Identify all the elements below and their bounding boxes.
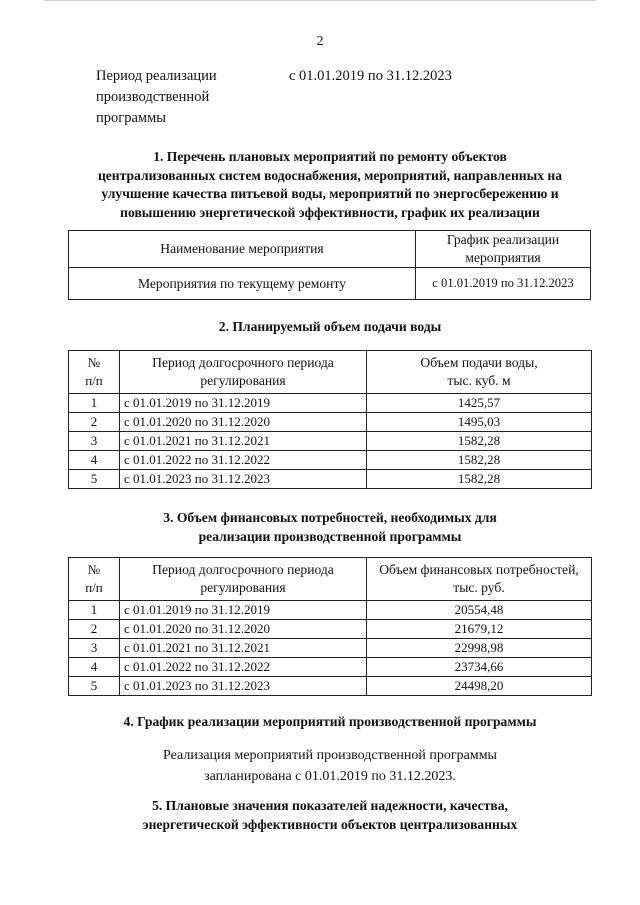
row-period: с 01.01.2022 по 31.12.2022 <box>120 658 367 677</box>
header-line: Объем финансовых потребностей, <box>379 562 579 577</box>
header-activity-schedule <box>416 231 591 268</box>
table-header-row <box>69 558 592 601</box>
section-1-title-line: 1. Перечень плановых мероприятий по ремонту объектов <box>153 149 507 164</box>
header-line: График реализации <box>446 232 560 247</box>
header-line: № <box>87 355 101 370</box>
row-value: 1582,28 <box>367 432 592 451</box>
row-period: с 01.01.2020 по 31.12.2020 <box>120 620 367 639</box>
program-period-label-line: производственной <box>96 89 210 105</box>
row-period: с 01.01.2021 по 31.12.2021 <box>120 432 367 451</box>
row-period: с 01.01.2019 по 31.12.2019 <box>120 394 367 413</box>
activities-table <box>68 230 591 300</box>
section-4-text <box>70 745 590 787</box>
row-period: с 01.01.2022 по 31.12.2022 <box>120 451 367 470</box>
header-volume <box>367 351 592 394</box>
header-financial-volume <box>367 558 592 601</box>
row-value: 22998,98 <box>367 639 592 658</box>
row-num: 4 <box>69 658 120 677</box>
header-line: регулирования <box>200 373 286 388</box>
header-line: Объем подачи воды, <box>420 355 538 370</box>
section-4-text-line: запланирована с 01.01.2019 по 31.12.2023. <box>204 769 456 784</box>
header-period <box>120 351 367 394</box>
header-line: тыс. руб. <box>453 580 505 595</box>
row-num: 5 <box>69 470 120 489</box>
water-supply-table <box>68 350 592 489</box>
program-period-label-line: программы <box>96 110 166 126</box>
row-period: с 01.01.2020 по 31.12.2020 <box>120 413 367 432</box>
table-row <box>69 413 592 432</box>
table-row <box>69 470 592 489</box>
row-num: 2 <box>69 413 120 432</box>
row-num: 2 <box>69 620 120 639</box>
section-1-title-line: централизованных систем водоснабжения, мероприятий, направленных на <box>97 167 563 183</box>
scan-top-edge <box>44 0 596 1</box>
row-value: 1425,57 <box>367 394 592 413</box>
table-header-row <box>69 231 591 268</box>
table-row <box>69 268 591 300</box>
row-value: 1582,28 <box>367 451 592 470</box>
section-5-title <box>70 797 590 834</box>
row-period: с 01.01.2023 по 31.12.2023 <box>120 677 367 696</box>
header-line: п/п <box>85 373 103 388</box>
row-num: 1 <box>69 601 120 620</box>
table-header-row <box>69 351 592 394</box>
section-2-title: 2. Планируемый объем подачи воды <box>218 319 442 334</box>
row-num: 3 <box>69 432 120 451</box>
program-period-label <box>96 66 217 129</box>
table-row <box>69 394 592 413</box>
row-num: 3 <box>69 639 120 658</box>
header-num <box>69 558 120 601</box>
header-line: № <box>87 562 101 577</box>
row-value: 23734,66 <box>367 658 592 677</box>
page-number: 2 <box>316 34 324 49</box>
row-num: 4 <box>69 451 120 470</box>
header-period <box>120 558 367 601</box>
header-line: мероприятия <box>465 250 541 265</box>
section-3-title-line: 3. Объем финансовых потребностей, необходимых для <box>163 510 497 525</box>
section-3-title <box>70 509 590 546</box>
table-row <box>69 677 592 696</box>
financial-needs-table <box>68 557 592 696</box>
section-3-title-line: реализации производственной программы <box>198 528 462 544</box>
row-value: 20554,48 <box>367 601 592 620</box>
table-row <box>69 432 592 451</box>
program-period-value: с 01.01.2019 по 31.12.2023 <box>289 68 452 84</box>
table-row <box>69 451 592 470</box>
row-num: 5 <box>69 677 120 696</box>
row-num: 1 <box>69 394 120 413</box>
table-row <box>69 658 592 677</box>
row-period: с 01.01.2021 по 31.12.2021 <box>120 639 367 658</box>
section-5-title-line: 5. Плановые значения показателей надежности, качества, <box>152 798 508 813</box>
row-period: с 01.01.2023 по 31.12.2023 <box>120 470 367 489</box>
header-line: тыс. куб. м <box>447 373 511 388</box>
row-value: 24498,20 <box>367 677 592 696</box>
activity-schedule-cell: с 01.01.2019 по 31.12.2023 <box>416 268 591 300</box>
header-activity-name: Наименование мероприятия <box>69 231 416 268</box>
header-num <box>69 351 120 394</box>
section-1-title-line: улучшение качества питьевой воды, мероприятий по энергосбережению и <box>101 186 559 201</box>
row-value: 1582,28 <box>367 470 592 489</box>
header-line: регулирования <box>200 580 286 595</box>
header-line: Период долгосрочного периода <box>152 355 334 370</box>
table-row <box>69 620 592 639</box>
table-row <box>69 601 592 620</box>
row-value: 1495,03 <box>367 413 592 432</box>
table-row <box>69 639 592 658</box>
section-1-title <box>70 148 590 222</box>
header-line: Период долгосрочного периода <box>152 562 334 577</box>
section-1-title-line: повышению энергетической эффективности, график их реализации <box>120 204 540 220</box>
header-line: п/п <box>85 580 103 595</box>
row-period: с 01.01.2019 по 31.12.2019 <box>120 601 367 620</box>
activity-name-cell: Мероприятия по текущему ремонту <box>69 268 416 300</box>
section-5-title-line: энергетической эффективности объектов централизованных <box>142 816 518 832</box>
section-4-title: 4. График реализации мероприятий производственной программы <box>123 714 537 729</box>
program-period-label-line: Период реализации <box>96 68 217 84</box>
row-value: 21679,12 <box>367 620 592 639</box>
section-4-text-line: Реализация мероприятий производственной программы <box>163 748 497 763</box>
